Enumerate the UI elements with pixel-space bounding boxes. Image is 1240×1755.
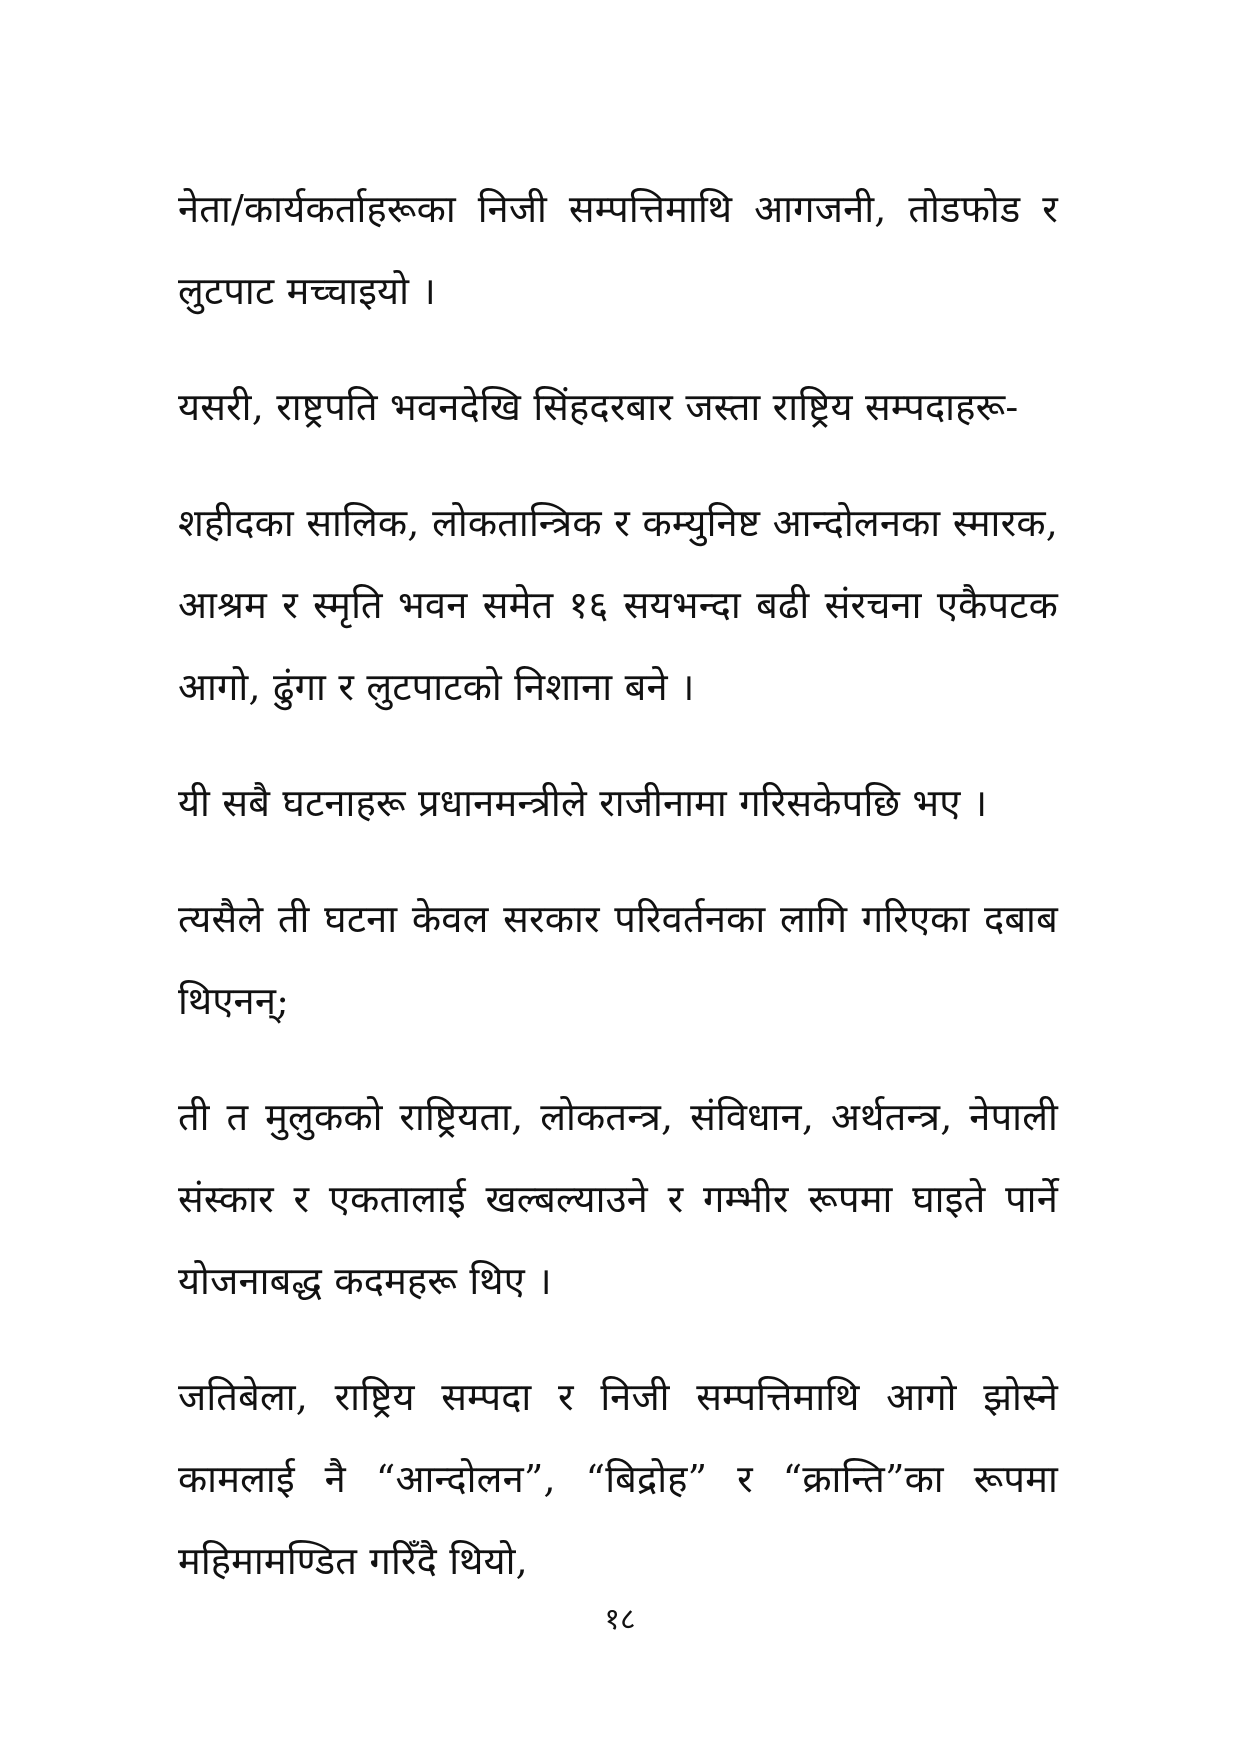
paragraph-2: यसरी, राष्ट्रपति भवनदेखि सिंहदरबार जस्ता राष्ट्रिय सम्पदाहरू-: [178, 385, 1019, 429]
paragraph-7: जतिबेला, राष्ट्रिय सम्पदा र निजी सम्पत्तिमाथि आगो झोस्ने कामलाई नै “आन्दोलन”, “बिद्रोह” र “क्रान्ति”का रूपमा महिमामण्डित गरिँदै थियो,: [178, 1375, 1058, 1583]
paragraph-3: शहीदका सालिक, लोकतान्त्रिक र कम्युनिष्ट आन्दोलनका स्मारक, आश्रम र स्मृति भवन समेत १६ सयभन्दा बढी संरचना एकैपटक आगो, ढुंगा र लुटपाटको निशाना बने ।: [178, 501, 1058, 709]
paragraph-6: ती त मुलुकको राष्ट्रियता, लोकतन्त्र, संविधान, अर्थतन्त्र, नेपाली संस्कार र एकतालाई खल्बल्याउने र गम्भीर रूपमा घाइते पार्ने योजनाबद्ध कदमहरू थिए ।: [178, 1095, 1058, 1303]
paragraph-1: नेता/कार्यकर्ताहरूका निजी सम्पत्तिमाथि आगजनी, तोडफोड र लुटपाट मच्चाइयो ।: [178, 187, 1058, 313]
page-number: १८: [604, 1602, 636, 1637]
paragraph-4: यी सबै घटनाहरू प्रधानमन्त्रीले राजीनामा गरिसकेपछि भए ।: [178, 781, 988, 825]
paragraph-5: त्यसैले ती घटना केवल सरकार परिवर्तनका लागि गरिएका दबाब थिएनन्;: [178, 897, 1058, 1023]
page-body: [178, 168, 1058, 1636]
